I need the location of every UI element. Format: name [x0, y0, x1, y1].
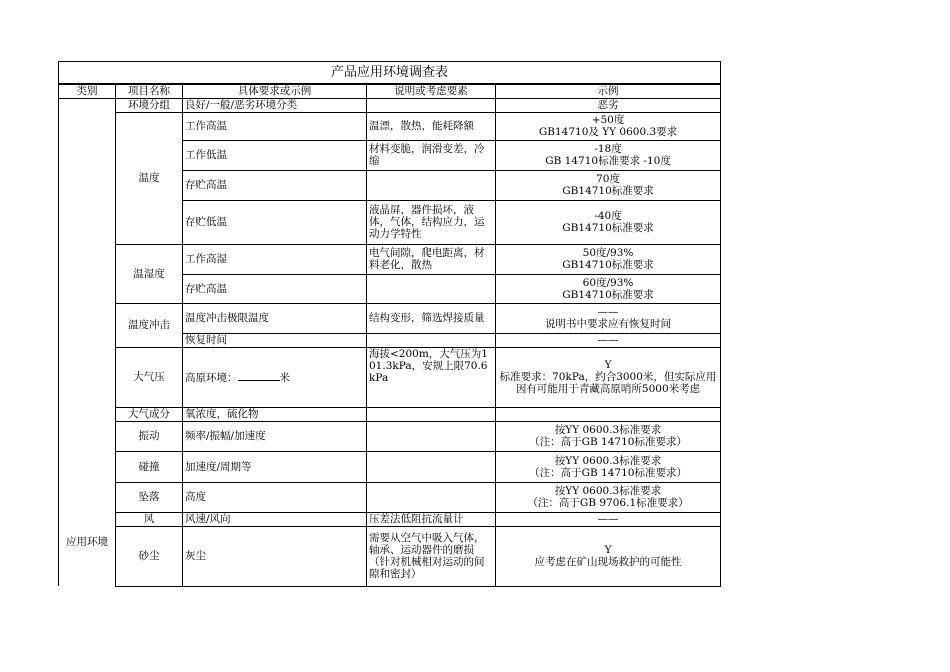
example-line: -40度	[594, 210, 622, 222]
item-dust: 砂尘	[116, 526, 183, 586]
category-cell	[59, 98, 116, 586]
example-collision	[496, 451, 721, 482]
example-line: 说明书中要求应有恢复时间	[545, 318, 672, 330]
example-line: 按YY 0600.3标准要求	[554, 485, 662, 497]
req-atmos: 氧浓度，硫化物	[183, 407, 367, 421]
example-line: GB14710标准要求	[562, 259, 654, 271]
altitude-input-blank	[238, 370, 280, 381]
req-drop: 高度	[183, 482, 367, 512]
example-line: GB14710标准要求	[562, 185, 654, 197]
req-env-class: 良好/一般/恶劣环境分类	[183, 98, 367, 112]
table-row	[59, 98, 721, 112]
header-row	[59, 84, 721, 98]
title-row	[59, 62, 721, 85]
example-dust	[496, 526, 721, 586]
table-row	[59, 303, 721, 333]
example-line: Y	[604, 544, 612, 556]
req-dust: 灰尘	[183, 526, 367, 586]
header-note: 说明或考虑要素	[367, 84, 496, 98]
note-humid-work: 电气间隙，爬电距离，材料老化，散热	[367, 244, 496, 274]
note-dust: 需要从空气中吸入气体，轴承、运动器件的磨损（针对机械相对运动的间隙和密封）	[367, 526, 496, 586]
example-line: GB 14710标准要求 -10度	[545, 155, 671, 167]
example-temp-low-work	[496, 140, 721, 170]
example-humid-store	[496, 274, 721, 303]
item-collision: 碰撞	[116, 451, 183, 482]
item-vibration: 振动	[116, 421, 183, 451]
note-drop	[367, 482, 496, 512]
note-atmos	[367, 407, 496, 421]
example-line: （注：高于GB 14710标准要求）	[529, 466, 687, 479]
req-wind: 风速/风向	[183, 512, 367, 526]
table-row	[59, 451, 721, 482]
example-temp-high-store	[496, 170, 721, 200]
example-line: ——	[597, 306, 619, 318]
req-vibration: 频率/振幅/加速度	[183, 421, 367, 451]
req-temp-low-store: 存贮低温	[183, 200, 367, 244]
item-drop: 坠落	[116, 482, 183, 512]
table-row	[59, 244, 721, 274]
example-vibration	[496, 421, 721, 451]
example-shock-recover: ——	[496, 333, 721, 347]
req-pressure-suffix: 米	[279, 372, 290, 384]
example-temp-high-work	[496, 112, 721, 140]
item-humidity: 温湿度	[116, 244, 183, 303]
header-category: 类别	[59, 84, 116, 98]
example-line: 按YY 0600.3标准要求	[554, 424, 662, 436]
example-shock-limit	[496, 303, 721, 333]
item-wind: 风	[116, 512, 183, 526]
table-title: 产品应用环境调查表	[59, 62, 721, 85]
note-vibration	[367, 421, 496, 451]
item-temperature: 温度	[116, 112, 183, 244]
header-item: 项目名称	[116, 84, 183, 98]
item-pressure: 大气压	[116, 347, 183, 407]
item-atmos: 大气成分	[116, 407, 183, 421]
table-row	[59, 512, 721, 526]
example-temp-low-store	[496, 200, 721, 244]
item-temp-shock: 温度冲击	[116, 303, 183, 347]
header-requirement: 具体要求或示例	[183, 84, 367, 98]
category-label: 应用环境	[66, 536, 108, 548]
example-line: 70度	[596, 173, 620, 185]
example-line: （注：高于GB 14710标准要求）	[529, 436, 687, 448]
example-line: 应考虑在矿山现场救护的可能性	[534, 556, 682, 568]
example-line: GB14710标准要求	[562, 222, 654, 234]
req-shock-limit: 温度冲击极限温度	[183, 303, 367, 333]
note-pressure: 海拔<200m，大气压为101.3kPa，安规上限70.6kPa	[367, 347, 496, 407]
note-wind: 压差法低阻抗流量计	[367, 512, 496, 526]
example-line: -18度	[594, 143, 622, 155]
req-humid-work: 工作高湿	[183, 244, 367, 274]
example-line: 50度/93%	[582, 247, 634, 259]
req-temp-low-work: 工作低温	[183, 140, 367, 170]
example-pressure	[496, 347, 721, 407]
example-line: GB14710标准要求	[562, 288, 654, 301]
req-shock-recover: 恢复时间	[183, 333, 367, 347]
example-env-class: 恶劣	[496, 98, 721, 112]
req-pressure	[183, 347, 367, 407]
note-humid-store	[367, 274, 496, 303]
req-humid-store: 存贮高温	[183, 274, 367, 303]
example-line: （注：高于GB 9706.1标准要求）	[527, 497, 689, 509]
example-line: 标准要求：70kPa，约合3000米，但实际应用因有可能用于青藏高原哨所5000米考虑	[499, 371, 717, 395]
example-line: +50度	[591, 114, 625, 126]
req-temp-high-work: 工作高温	[183, 112, 367, 140]
example-line: Y	[604, 359, 612, 371]
example-line: GB14710及 YY 0600.3要求	[538, 126, 678, 138]
table-row	[59, 482, 721, 512]
table-row	[59, 112, 721, 140]
req-collision: 加速度/周期等	[183, 451, 367, 482]
table-row	[59, 526, 721, 586]
table-row	[59, 407, 721, 421]
example-wind: ——	[496, 512, 721, 526]
note-env-class	[367, 98, 496, 112]
note-collision	[367, 451, 496, 482]
header-example: 示例	[496, 84, 721, 98]
example-humid-work	[496, 244, 721, 274]
item-env-class: 环境分组	[116, 98, 183, 112]
example-atmos	[496, 407, 721, 421]
example-drop	[496, 482, 721, 512]
note-shock-recover	[367, 333, 496, 347]
req-pressure-prefix: 高原环境：	[185, 372, 238, 384]
table-row	[59, 421, 721, 451]
note-temp-low-store: 液晶屏，器件损坏，液体，气体，结构应力，运动力学特性	[367, 200, 496, 244]
req-temp-high-store: 存贮高温	[183, 170, 367, 200]
example-line: 按YY 0600.3标准要求	[554, 454, 662, 467]
example-line: 60度/93%	[582, 276, 634, 289]
note-shock-limit: 结构变形，筛选焊接质量	[367, 303, 496, 333]
note-temp-high-store	[367, 170, 496, 200]
table-row	[59, 347, 721, 407]
note-temp-low-work: 材料变脆，润滑变差，冷缩	[367, 140, 496, 170]
environment-survey-table	[58, 61, 721, 587]
note-temp-high-work: 温漂，散热，能耗降额	[367, 112, 496, 140]
